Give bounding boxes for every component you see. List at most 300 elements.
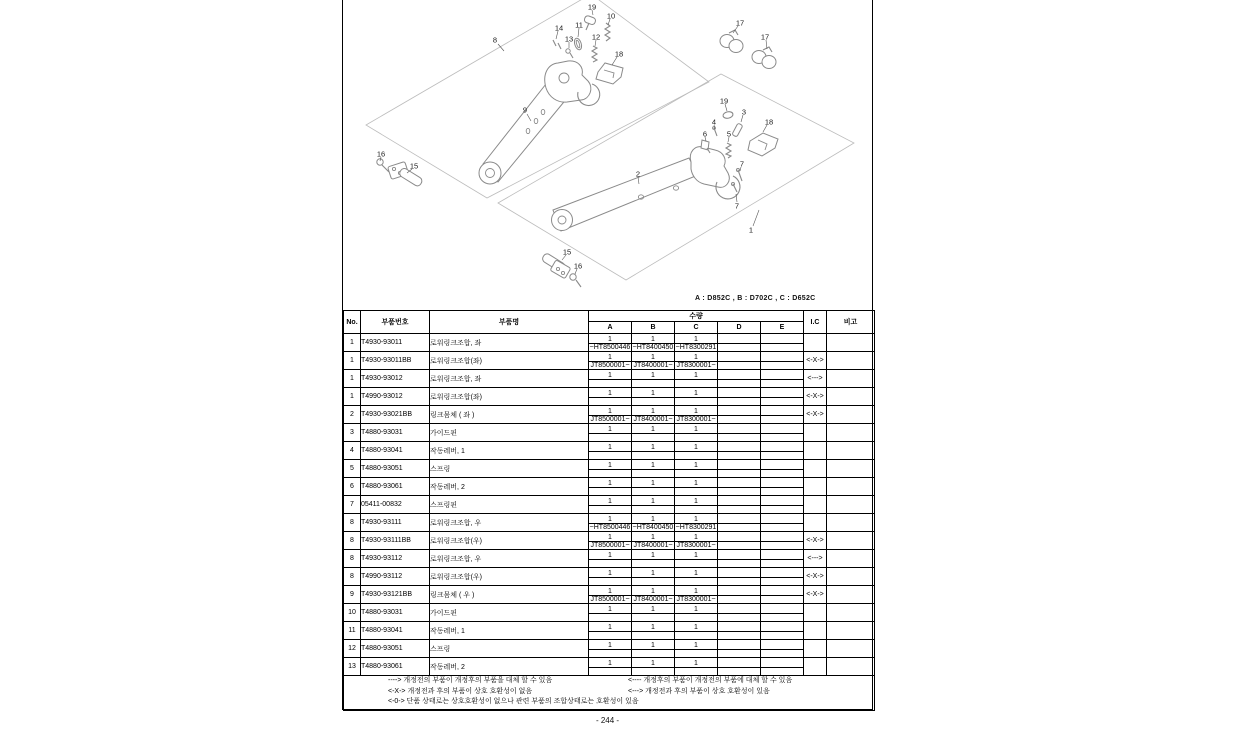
cell-no: 1 <box>344 352 361 370</box>
legend-text-left: ----> 개정전의 부품이 개정후의 부품을 대체 할 수 있음 <box>388 677 553 684</box>
cell-qty: 1 <box>589 496 632 506</box>
cell-serial <box>675 614 718 622</box>
part-lower-link-right <box>552 147 740 231</box>
page-number: - 244 - <box>595 716 620 725</box>
cell-part-name: 로워링크조합(우) <box>430 532 589 550</box>
cell-no: 1 <box>344 370 361 388</box>
cell-qty <box>761 568 804 578</box>
cell-part-name: 링크몸체 ( 우 ) <box>430 586 589 604</box>
cell-serial <box>632 578 675 586</box>
parts-table-header <box>344 311 875 334</box>
part-clamp-17a <box>720 30 743 53</box>
cell-serial <box>718 668 761 676</box>
cell-qty <box>718 388 761 398</box>
cell-serial <box>632 668 675 676</box>
cell-qty: 1 <box>675 550 718 560</box>
cell-serial <box>589 506 632 514</box>
part-spring-pin-3 <box>732 123 743 137</box>
cell-qty <box>718 622 761 632</box>
callout-19: 19 <box>719 96 729 106</box>
table-row <box>344 586 875 596</box>
cell-no: 8 <box>344 568 361 586</box>
cell-no: 4 <box>344 442 361 460</box>
callout-leader-1 <box>753 210 759 226</box>
cell-serial <box>589 668 632 676</box>
callout-8: 8 <box>492 35 498 45</box>
cell-qty: 1 <box>632 442 675 452</box>
cell-qty <box>761 334 804 344</box>
cell-serial <box>718 362 761 370</box>
cell-qty: 1 <box>675 370 718 380</box>
cell-qty <box>761 514 804 524</box>
cell-ic: <-X-> <box>804 532 827 550</box>
cell-serial <box>761 668 804 676</box>
cell-serial: JT8500001~ <box>590 362 630 369</box>
cell-serial <box>675 560 718 568</box>
cell-serial <box>632 632 675 640</box>
cell-qty: 1 <box>589 604 632 614</box>
cell-serial <box>761 344 804 352</box>
cell-qty: 1 <box>632 352 675 362</box>
cell-part-number: T4880-93051 <box>361 460 430 478</box>
cell-qty: 1 <box>675 442 718 452</box>
cell-qty: 1 <box>632 478 675 488</box>
cell-serial <box>761 470 804 478</box>
cell-part-number: T4930-93111 <box>361 514 430 532</box>
cell-remarks <box>827 406 875 424</box>
cell-part-number: T4930-93021BB <box>361 406 430 424</box>
callout-18: 18 <box>614 49 624 59</box>
cell-serial <box>718 506 761 514</box>
part-spring-10 <box>605 23 610 41</box>
cell-qty: 1 <box>632 388 675 398</box>
cell-serial <box>718 542 761 550</box>
cell-qty <box>761 352 804 362</box>
cell-remarks <box>827 334 875 352</box>
cell-qty: 1 <box>589 550 632 560</box>
cell-serial <box>589 488 632 496</box>
cell-serial <box>632 488 675 496</box>
part-pins-14 <box>553 40 561 49</box>
cell-qty: 1 <box>675 604 718 614</box>
cell-qty <box>718 532 761 542</box>
cell-qty: 1 <box>675 424 718 434</box>
cell-part-name: 로워링크조합, 좌 <box>430 370 589 388</box>
cell-serial: JT8500001~ <box>590 542 630 549</box>
table-row <box>344 352 875 362</box>
cell-qty: 1 <box>589 442 632 452</box>
cell-remarks <box>827 514 875 532</box>
callout-14: 14 <box>554 23 564 33</box>
cell-qty <box>761 406 804 416</box>
cell-part-name: 작동레버, 2 <box>430 478 589 496</box>
cell-no: 1 <box>344 334 361 352</box>
cell-serial <box>761 542 804 550</box>
cell-serial: JT8500001~ <box>590 596 630 603</box>
part-pin-7-lower <box>732 183 738 193</box>
cell-qty <box>761 424 804 434</box>
cell-qty <box>761 532 804 542</box>
cell-part-number: T4880-93041 <box>361 622 430 640</box>
cell-qty <box>718 496 761 506</box>
cell-serial: JT8400001~ <box>633 362 673 369</box>
part-clamp-18-left <box>596 63 623 84</box>
cell-qty: 1 <box>589 568 632 578</box>
cell-part-name: 로워링크조합, 좌 <box>430 334 589 352</box>
cell-serial <box>589 578 632 586</box>
header-no: No. <box>344 311 361 334</box>
callout-3: 3 <box>741 107 747 117</box>
cell-qty: 1 <box>675 532 718 542</box>
cell-serial: ~HT8400450 <box>632 344 674 351</box>
cell-serial <box>761 614 804 622</box>
cell-qty <box>718 442 761 452</box>
cell-qty <box>718 478 761 488</box>
cell-qty: 1 <box>632 514 675 524</box>
cell-serial <box>761 362 804 370</box>
legend-text-right: <---- 개정후의 부품이 개정전의 부품에 대체 할 수 있음 <box>628 677 793 684</box>
part-spring-12 <box>592 46 597 62</box>
cell-qty: 1 <box>589 352 632 362</box>
part-spring-5 <box>726 143 731 158</box>
cell-no: 6 <box>344 478 361 496</box>
cell-serial <box>632 434 675 442</box>
cell-serial <box>632 506 675 514</box>
header-qty-c: C <box>675 322 718 334</box>
callout-7: 7 <box>739 159 745 169</box>
cell-ic <box>804 334 827 352</box>
cell-no: 9 <box>344 586 361 604</box>
callout-15: 15 <box>562 247 572 257</box>
cell-serial: JT8300001~ <box>676 416 716 423</box>
cell-qty <box>718 424 761 434</box>
cell-serial <box>632 380 675 388</box>
header-qty-d: D <box>718 322 761 334</box>
cell-ic <box>804 496 827 514</box>
cell-serial <box>718 380 761 388</box>
cell-ic: <-X-> <box>804 406 827 424</box>
cell-serial <box>761 506 804 514</box>
cell-serial <box>718 632 761 640</box>
legend-line-3 <box>344 697 874 708</box>
cell-remarks <box>827 370 875 388</box>
callout-7: 7 <box>734 201 740 211</box>
model-caption: A : D852C , B : D702C , C : D652C <box>695 295 816 302</box>
table-row <box>344 334 875 344</box>
cell-qty: 1 <box>675 622 718 632</box>
cell-qty: 1 <box>675 478 718 488</box>
header-ic: I.C <box>804 311 827 334</box>
cell-no: 8 <box>344 532 361 550</box>
cell-qty: 1 <box>589 460 632 470</box>
cell-part-number: T4990-93012 <box>361 388 430 406</box>
header-part-name: 부품명 <box>430 311 589 334</box>
cell-ic: <-X-> <box>804 388 827 406</box>
cell-serial <box>718 596 761 604</box>
cell-part-name: 작동레버, 1 <box>430 622 589 640</box>
cell-serial <box>718 560 761 568</box>
cell-part-name: 작동레버, 1 <box>430 442 589 460</box>
cell-serial <box>589 434 632 442</box>
callout-16: 16 <box>376 149 386 159</box>
table-row <box>344 442 875 452</box>
callout-1: 1 <box>748 225 754 235</box>
cell-qty: 1 <box>675 640 718 650</box>
cell-qty <box>718 640 761 650</box>
header-part-no: 부품번호 <box>361 311 430 334</box>
cell-serial <box>632 470 675 478</box>
cell-part-number: T4880-93051 <box>361 640 430 658</box>
cell-qty <box>718 586 761 596</box>
cell-qty: 1 <box>589 406 632 416</box>
parts-table-body <box>344 334 875 676</box>
cell-qty <box>761 640 804 650</box>
cell-part-name: 로워링크조합(좌) <box>430 352 589 370</box>
table-row <box>344 496 875 506</box>
header-qty: 수량 <box>589 311 804 322</box>
cell-ic <box>804 640 827 658</box>
cell-serial: ~HT8300291 <box>675 344 717 351</box>
cell-serial <box>589 380 632 388</box>
cell-serial <box>718 452 761 460</box>
cell-serial <box>761 452 804 460</box>
cell-qty: 1 <box>589 370 632 380</box>
cell-qty <box>761 478 804 488</box>
cell-no: 10 <box>344 604 361 622</box>
cell-no: 11 <box>344 622 361 640</box>
cell-remarks <box>827 550 875 568</box>
table-row <box>344 424 875 434</box>
cell-part-name: 로워링크조합(우) <box>430 568 589 586</box>
callout-15: 15 <box>409 161 419 171</box>
cell-qty: 1 <box>589 334 632 344</box>
cell-part-number: T4930-93012 <box>361 370 430 388</box>
cell-qty: 1 <box>632 460 675 470</box>
cell-qty <box>718 568 761 578</box>
header-qty-b: B <box>632 322 675 334</box>
cell-qty <box>761 604 804 614</box>
cell-qty: 1 <box>589 514 632 524</box>
cell-serial: JT8400001~ <box>633 596 673 603</box>
cell-remarks <box>827 622 875 640</box>
cell-qty <box>718 658 761 668</box>
cell-serial <box>675 506 718 514</box>
cell-qty: 1 <box>589 658 632 668</box>
cell-serial <box>632 614 675 622</box>
cell-qty <box>761 550 804 560</box>
cell-part-number: T4880-93041 <box>361 442 430 460</box>
callout-11: 11 <box>575 20 583 30</box>
cell-serial <box>589 650 632 658</box>
cell-serial <box>675 668 718 676</box>
callout-10: 10 <box>606 11 616 21</box>
cell-qty: 1 <box>632 640 675 650</box>
cell-serial: ~HT8500446 <box>589 344 631 351</box>
cell-part-number: T4880-93061 <box>361 478 430 496</box>
cell-qty: 1 <box>632 622 675 632</box>
cell-serial <box>718 344 761 352</box>
table-row <box>344 514 875 524</box>
cell-qty <box>718 604 761 614</box>
cell-qty: 1 <box>632 496 675 506</box>
callout-9: 9 <box>522 105 528 115</box>
cell-serial <box>761 416 804 424</box>
part-screw-left <box>377 159 389 172</box>
parts-table <box>343 310 875 711</box>
cell-qty <box>761 460 804 470</box>
table-row <box>344 478 875 488</box>
cell-serial <box>589 560 632 568</box>
cell-serial: ~HT8500446 <box>589 524 631 531</box>
cell-serial: JT8400001~ <box>633 542 673 549</box>
legend-line-2 <box>344 687 874 698</box>
callout-6: 6 <box>702 129 708 139</box>
cell-part-name: 로워링크조합, 우 <box>430 514 589 532</box>
cell-serial: ~HT8400450 <box>632 524 674 531</box>
cell-serial: JT8500001~ <box>590 416 630 423</box>
header-qty-e: E <box>761 322 804 334</box>
cell-no: 1 <box>344 388 361 406</box>
cell-qty <box>761 370 804 380</box>
table-row <box>344 604 875 614</box>
callout-17: 17 <box>735 18 745 28</box>
legend-text-left: <-X-> 개정전과 후의 부품이 상호 호환성이 없음 <box>388 687 533 695</box>
cell-qty: 1 <box>632 406 675 416</box>
cell-part-name: 작동레버, 2 <box>430 658 589 676</box>
cell-no: 7 <box>344 496 361 514</box>
cell-qty: 1 <box>675 406 718 416</box>
legend-text-right: <---> 개정전과 후의 부품이 상호 호환성이 있음 <box>628 687 770 695</box>
cell-part-number: T4880-93031 <box>361 424 430 442</box>
callout-4: 4 <box>711 117 717 127</box>
cell-ic: <-X-> <box>804 352 827 370</box>
cell-serial <box>632 398 675 406</box>
cell-part-number: T4930-93011 <box>361 334 430 352</box>
cell-serial: JT8300001~ <box>676 542 716 549</box>
table-row <box>344 640 875 650</box>
cell-qty: 1 <box>632 658 675 668</box>
callout-12: 12 <box>591 32 601 42</box>
cell-serial <box>589 470 632 478</box>
cell-part-number: T4930-93011BB <box>361 352 430 370</box>
callout-17: 17 <box>760 32 770 42</box>
cell-ic <box>804 460 827 478</box>
cell-serial <box>718 650 761 658</box>
header-remarks: 비고 <box>827 311 875 334</box>
table-row <box>344 406 875 416</box>
cell-remarks <box>827 658 875 676</box>
cell-qty <box>761 586 804 596</box>
cell-remarks <box>827 604 875 622</box>
cell-qty: 1 <box>632 424 675 434</box>
cell-no: 12 <box>344 640 361 658</box>
cell-qty: 1 <box>589 622 632 632</box>
cell-part-number: T4880-93061 <box>361 658 430 676</box>
cell-serial: ~HT8300291 <box>675 524 717 531</box>
cell-no: 8 <box>344 514 361 532</box>
cell-part-number: 05411-00832 <box>361 496 430 514</box>
cell-ic <box>804 424 827 442</box>
table-row <box>344 370 875 380</box>
cell-qty: 1 <box>589 424 632 434</box>
cell-qty: 1 <box>632 568 675 578</box>
cell-no: 13 <box>344 658 361 676</box>
cell-remarks <box>827 568 875 586</box>
cell-remarks <box>827 640 875 658</box>
cell-qty: 1 <box>632 604 675 614</box>
cell-serial <box>675 578 718 586</box>
cell-serial <box>718 614 761 622</box>
cell-ic <box>804 604 827 622</box>
cell-serial <box>675 434 718 442</box>
part-screw-bottom <box>570 274 581 287</box>
cell-remarks <box>827 460 875 478</box>
cell-part-number: T4990-93112 <box>361 568 430 586</box>
cell-serial <box>718 578 761 586</box>
table-row <box>344 532 875 542</box>
cell-serial <box>675 452 718 460</box>
cell-serial: JT8400001~ <box>633 416 673 423</box>
cell-ic: <-X-> <box>804 586 827 604</box>
cell-qty <box>761 442 804 452</box>
cell-part-name: 스프링핀 <box>430 496 589 514</box>
cell-serial <box>761 632 804 640</box>
cell-remarks <box>827 496 875 514</box>
cell-serial <box>675 470 718 478</box>
cell-serial <box>761 398 804 406</box>
cell-remarks <box>827 586 875 604</box>
part-ring-19-right <box>722 111 733 119</box>
cell-part-number: T4930-93112 <box>361 550 430 568</box>
cell-qty: 1 <box>675 658 718 668</box>
cell-serial: JT8300001~ <box>676 362 716 369</box>
cell-serial: JT8300001~ <box>676 596 716 603</box>
cell-ic <box>804 442 827 460</box>
cell-qty <box>718 352 761 362</box>
cell-serial <box>761 434 804 442</box>
cell-no: 5 <box>344 460 361 478</box>
cell-qty: 1 <box>675 496 718 506</box>
cell-part-number: T4930-93111BB <box>361 532 430 550</box>
cell-ic: <---> <box>804 370 827 388</box>
parts-diagram <box>343 0 874 296</box>
cell-remarks <box>827 352 875 370</box>
cell-serial <box>632 452 675 460</box>
cell-part-name: 로워링크조합(좌) <box>430 388 589 406</box>
cell-part-name: 가이드핀 <box>430 604 589 622</box>
cell-serial <box>761 524 804 532</box>
cell-ic: <-X-> <box>804 568 827 586</box>
cell-qty: 1 <box>632 334 675 344</box>
cell-remarks <box>827 442 875 460</box>
cell-qty: 1 <box>589 586 632 596</box>
cell-qty: 1 <box>632 586 675 596</box>
cell-qty: 1 <box>589 640 632 650</box>
table-row <box>344 460 875 470</box>
cell-qty: 1 <box>589 388 632 398</box>
cell-serial <box>761 560 804 568</box>
cell-serial <box>675 380 718 388</box>
part-ring-11 <box>573 37 583 50</box>
cell-serial <box>761 596 804 604</box>
cell-qty: 1 <box>675 568 718 578</box>
table-row <box>344 550 875 560</box>
cell-serial <box>761 578 804 586</box>
cell-no: 3 <box>344 424 361 442</box>
cell-ic <box>804 658 827 676</box>
callout-18: 18 <box>764 117 774 127</box>
cell-qty: 1 <box>675 334 718 344</box>
